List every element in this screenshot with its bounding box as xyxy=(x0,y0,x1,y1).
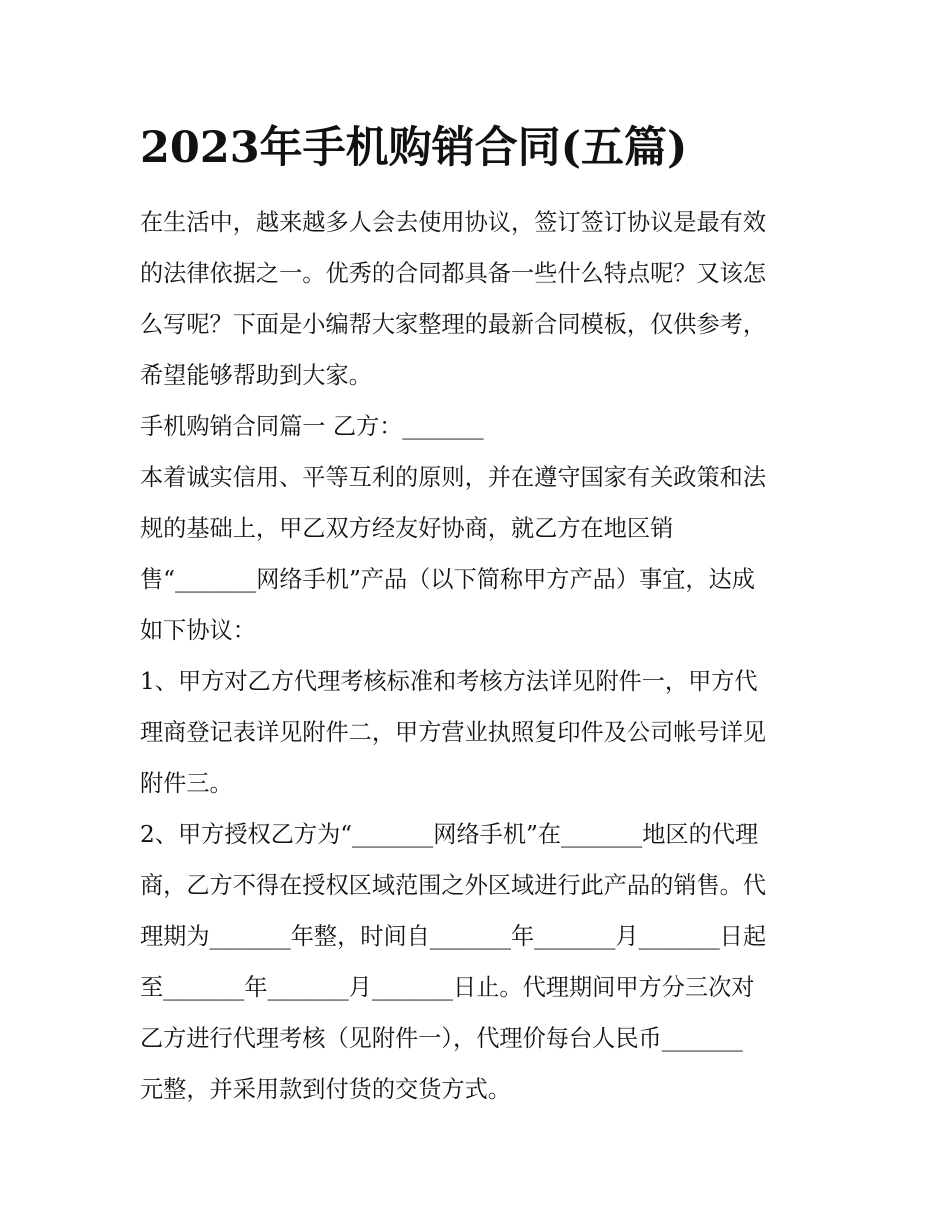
document-body xyxy=(140,197,812,1115)
section-heading-line: 手机购销合同篇一 乙方：_______ xyxy=(140,413,484,440)
clause-line: 2、甲方授权乙方为“_______网络手机”在_______地区的代理 xyxy=(140,821,759,848)
document-title: 2023年手机购销合同(五篇) xyxy=(140,123,688,173)
clause-line: 元整，并采用款到付货的交货方式。 xyxy=(140,1076,511,1103)
clause-line: 1、甲方对乙方代理考核标准和考核方法详见附件一，甲方代 xyxy=(140,668,758,695)
paragraph-line: 么写呢？下面是小编帮大家整理的最新合同模板，仅供参考， xyxy=(140,311,767,338)
clause-line: 理商登记表详见附件二，甲方营业执照复印件及公司帐号详见 xyxy=(140,719,767,746)
paragraph-line: 在生活中，越来越多人会去使用协议，签订签订协议是最有效 xyxy=(140,209,767,236)
paragraph-line: 希望能够帮助到大家。 xyxy=(140,362,372,389)
paragraph-line: 规的基础上，甲乙双方经友好协商，就乙方在地区销 xyxy=(140,515,674,542)
paragraph-line: 如下协议： xyxy=(140,617,256,644)
paragraph-line: 的法律依据之一。优秀的合同都具备一些什么特点呢？又该怎 xyxy=(140,260,767,287)
paragraph-line: 本着诚实信用、平等互利的原则，并在遵守国家有关政策和法 xyxy=(140,464,767,491)
clause-line: 附件三。 xyxy=(140,770,233,797)
clause-line: 乙方进行代理考核（见附件一），代理价每台人民币_______ xyxy=(140,1025,743,1052)
clause-line: 理期为_______年整，时间自_______年_______月_______日起 xyxy=(140,923,767,950)
clause-line: 商，乙方不得在授权区域范围之外区域进行此产品的销售。代 xyxy=(140,872,767,899)
paragraph-line: 售“_______网络手机”产品（以下简称甲方产品）事宜，达成 xyxy=(140,566,755,593)
clause-line: 至_______年_______月_______日止。代理期间甲方分三次对 xyxy=(140,974,755,1001)
